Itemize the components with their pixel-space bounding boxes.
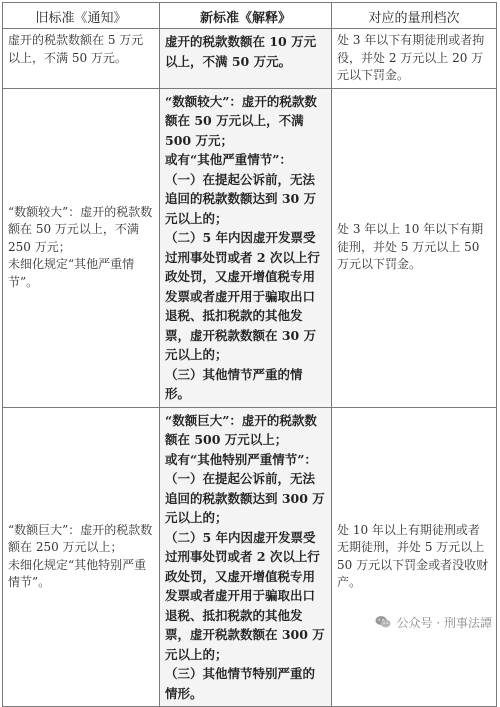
- penalty-cell: [332, 407, 497, 707]
- new-standard-text: “数额巨大”：虚开的税款数额在 500 万元以上；: [165, 412, 317, 447]
- new-standard-clause: （三）其他情节严重的情形。: [165, 366, 303, 401]
- old-standard-cell: [3, 88, 160, 407]
- new-standard-cell: [160, 88, 332, 407]
- header-row: [3, 3, 497, 29]
- table-row: [3, 88, 497, 407]
- old-standard-note: 未细化规定“其他特别严重情节”。: [8, 557, 147, 590]
- old-standard-note: 未细化规定“其他严重情节”。: [8, 257, 135, 289]
- new-standard-cell: [160, 29, 332, 89]
- table-row: [3, 29, 497, 89]
- penalty-cell: [332, 29, 497, 89]
- old-standard-text: 虚开的税款数额在 5 万元以上，不满 50 万元。: [8, 33, 144, 65]
- old-standard-cell: [3, 407, 160, 707]
- comparison-table: [2, 2, 497, 707]
- new-standard-text: 或有“其他严重情节”：: [165, 152, 292, 167]
- new-standard-clause: （一）在提起公诉前，无法追回的税款数额达到 30 万元以上的；: [165, 171, 317, 226]
- old-standard-cell: [3, 29, 160, 89]
- penalty-cell: [332, 88, 497, 407]
- wechat-icon: [374, 613, 392, 631]
- new-standard-clause: （一）在提起公诉前，无法追回的税款数额达到 300 万元以上的；: [165, 471, 325, 525]
- new-standard-text: “数额较大”：虚开的税款数额在 50 万元以上，不满 500 万元；: [165, 93, 317, 148]
- old-standard-text: “数额较大”：虚开的税款数额在 50 万元以上，不满 250 万元；: [8, 204, 153, 254]
- new-standard-clause: （二）5 年内因虚开发票受过刑事处罚或者 2 次以上行政处罚，又虚开增值税专用发票或者虚开用于骗取出口退税、抵扣税款的其他发票，虚开税款数额在 300 万元以上的；: [165, 529, 325, 662]
- penalty-text: 处 10 年以上有期徒刑或者无期徒刑，并处 5 万元以上 50 万元以下罚金或者没收财产。: [337, 522, 489, 590]
- penalty-text: 处 3 年以上 10 年以下有期徒刑，并处 5 万元以上 50 万元以下罚金。: [337, 222, 484, 272]
- new-standard-text: 虚开的税款数额在 10 万元以上，不满 50 万元。: [165, 34, 317, 69]
- header-penalty: 对应的量刑档次: [332, 3, 497, 29]
- header-old-standard: 旧标准《通知》: [3, 3, 160, 29]
- header-new-standard: 新标准《解释》: [160, 3, 332, 29]
- watermark-text: 公众号 · 刑事法譚: [396, 615, 492, 630]
- watermark: [374, 613, 492, 631]
- new-standard-clause: （二）5 年内因虚开发票受过刑事处罚或者 2 次以上行政处罚，又虚开增值税专用发票或者虚开用于骗取出口退税、抵扣税款的其他发票，虚开税款数额在 30 万元以上的；: [165, 230, 320, 362]
- table-row: [3, 407, 497, 707]
- new-standard-clause: （三）其他情节特别严重的情形。: [165, 666, 316, 701]
- penalty-text: 处 3 年以下有期徒刑或者拘役，并处 2 万元以上 20 万元以下罚金。: [337, 33, 485, 82]
- new-standard-cell: [160, 407, 332, 707]
- old-standard-text: “数额巨大”：虚开的税款数额在 250 万元以上；: [8, 522, 153, 555]
- new-standard-text: 或有“其他特别严重情节”：: [165, 451, 317, 467]
